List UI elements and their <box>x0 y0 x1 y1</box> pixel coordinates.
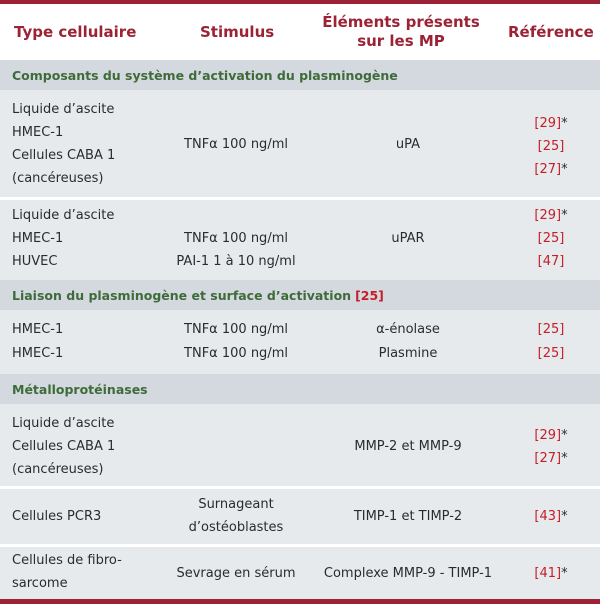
cell-reference[interactable] <box>510 346 592 361</box>
cell-element: uPAR <box>391 231 425 246</box>
cell-stimulus: TNFα 100 ng/ml <box>184 137 288 152</box>
cell-element: TIMP-1 et TIMP-2 <box>353 509 463 524</box>
header-type-cellulaire: Type cellulaire <box>14 22 137 41</box>
header-reference: Référence <box>508 22 594 41</box>
cell-stimulus: d’ostéoblastes <box>188 520 284 535</box>
cell-type: Cellules de fibro- <box>12 553 122 568</box>
cell-type: Liquide d’ascite <box>12 208 115 223</box>
table-row <box>0 310 600 374</box>
cell-stimulus: TNFα 100 ng/ml <box>184 346 288 361</box>
cell-type: sarcome <box>12 576 68 591</box>
section-plasminogen-binding <box>0 280 600 310</box>
cell-type: HUVEC <box>12 254 58 269</box>
cell-reference[interactable] <box>510 162 592 177</box>
reference-link[interactable]: [25] <box>537 139 565 154</box>
reference-link[interactable]: [25] <box>537 231 565 246</box>
reference-star: * <box>561 116 568 131</box>
cell-type: HMEC-1 <box>12 231 64 246</box>
table-row <box>0 547 600 599</box>
cell-stimulus: PAI-1 1 à 10 ng/ml <box>176 254 296 269</box>
reference-link[interactable]: [29] <box>534 116 562 131</box>
reference-link[interactable]: [27] <box>534 451 562 466</box>
cell-reference[interactable] <box>510 254 592 269</box>
reference-link[interactable]: [41] <box>534 566 562 581</box>
header-elements-line2: sur les MP <box>357 32 445 50</box>
cell-type: HMEC-1 <box>12 125 64 140</box>
cell-reference[interactable] <box>510 139 592 154</box>
header-stimulus: Stimulus <box>200 22 275 41</box>
section-metalloproteinases <box>0 374 600 404</box>
table-row <box>0 489 600 544</box>
reference-star: * <box>561 428 568 443</box>
cell-type: Cellules CABA 1 <box>12 148 116 163</box>
cell-type: (cancéreuses) <box>12 171 104 186</box>
cell-stimulus: TNFα 100 ng/ml <box>184 231 288 246</box>
reference-link[interactable]: [47] <box>537 254 565 269</box>
cell-stimulus: Sevrage en sérum <box>176 566 296 581</box>
cell-element: MMP-2 et MMP-9 <box>354 439 462 454</box>
cell-type: Cellules PCR3 <box>12 509 102 524</box>
reference-link[interactable]: [25] <box>537 322 565 337</box>
cell-reference[interactable] <box>510 428 592 443</box>
reference-link[interactable]: [29] <box>534 428 562 443</box>
cell-element: Complexe MMP-9 - TIMP-1 <box>323 566 493 581</box>
bottom-rule <box>0 599 600 604</box>
reference-star: * <box>561 162 568 177</box>
cell-reference[interactable] <box>510 566 592 581</box>
section-plasminogen-activation <box>0 60 600 90</box>
cell-type: (cancéreuses) <box>12 462 104 477</box>
cell-element: Plasmine <box>378 346 438 361</box>
reference-link[interactable]: [27] <box>534 162 562 177</box>
section-title: Métalloprotéinases <box>12 381 148 397</box>
header-elements-line1: Éléments présents <box>322 13 480 31</box>
cell-reference[interactable] <box>510 509 592 524</box>
table-row <box>0 90 600 197</box>
cell-reference[interactable] <box>510 116 592 131</box>
cell-element: α-énolase <box>376 322 440 337</box>
cell-reference[interactable] <box>510 322 592 337</box>
reference-link[interactable]: [43] <box>534 509 562 524</box>
table-row <box>0 200 600 280</box>
table-row <box>0 404 600 486</box>
section-reference-link[interactable]: [25] <box>355 287 384 303</box>
header-elements <box>318 4 484 60</box>
cell-element: uPA <box>395 137 421 152</box>
cell-reference[interactable] <box>510 451 592 466</box>
table-header <box>0 4 600 60</box>
cell-type: Cellules CABA 1 <box>12 439 116 454</box>
cell-type: HMEC-1 <box>12 322 64 337</box>
reference-star: * <box>561 509 568 524</box>
reference-link[interactable]: [25] <box>537 346 565 361</box>
cell-type: HMEC-1 <box>12 346 64 361</box>
reference-star: * <box>561 451 568 466</box>
reference-star: * <box>561 566 568 581</box>
cell-type: Liquide d’ascite <box>12 416 115 431</box>
cell-reference[interactable] <box>510 208 592 223</box>
cell-stimulus: TNFα 100 ng/ml <box>184 322 288 337</box>
cell-stimulus: Surnageant <box>198 497 274 512</box>
section-title: Liaison du plasminogène et surface d’activation <box>12 287 352 303</box>
cell-type: Liquide d’ascite <box>12 102 115 117</box>
section-title: Composants du système d’activation du plasminogène <box>12 67 398 83</box>
cell-reference[interactable] <box>510 231 592 246</box>
reference-star: * <box>561 208 568 223</box>
reference-link[interactable]: [29] <box>534 208 562 223</box>
